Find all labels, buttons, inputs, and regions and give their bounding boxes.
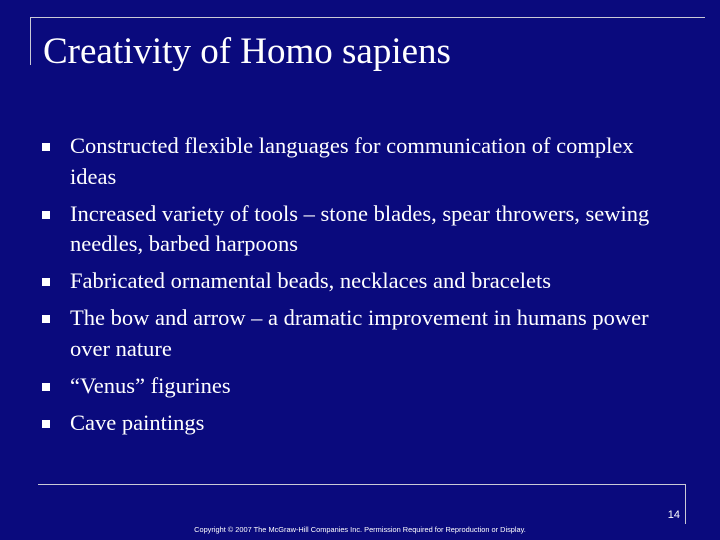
bullet-text: The bow and arrow – a dramatic improvement in humans power over nature	[70, 305, 649, 361]
slide-title: Creativity of Homo sapiens	[43, 31, 451, 72]
square-bullet-icon	[42, 143, 50, 151]
bullet-list	[42, 131, 682, 445]
bullet-text: Fabricated ornamental beads, necklaces and bracelets	[70, 268, 552, 293]
bullet-text: Cave paintings	[70, 409, 205, 435]
square-bullet-icon	[42, 420, 50, 428]
square-bullet-icon	[42, 315, 50, 323]
bullet-text: “Venus” figurines	[70, 372, 231, 398]
right-rule	[685, 484, 686, 524]
bullet-item	[42, 266, 682, 297]
copyright-notice: Copyright © 2007 The McGraw-Hill Companies Inc. Permission Required for Reproduction or Display.	[194, 525, 526, 534]
bullet-item	[42, 199, 682, 260]
bottom-rule	[38, 484, 685, 485]
page-number: 14	[667, 509, 680, 521]
bullet-item	[42, 131, 682, 192]
square-bullet-icon	[42, 383, 50, 391]
bullet-item	[42, 408, 682, 439]
bullet-text: Increased variety of tools – stone blades, spear throwers, sewing needles, barbed harpoons	[70, 200, 650, 256]
left-rule	[30, 17, 31, 65]
square-bullet-icon	[42, 211, 50, 219]
bullet-item	[42, 303, 682, 364]
top-rule	[30, 17, 705, 18]
bullet-item	[42, 371, 682, 402]
square-bullet-icon	[42, 278, 50, 286]
bullet-text: Constructed flexible languages for communication of complex ideas	[70, 133, 634, 189]
